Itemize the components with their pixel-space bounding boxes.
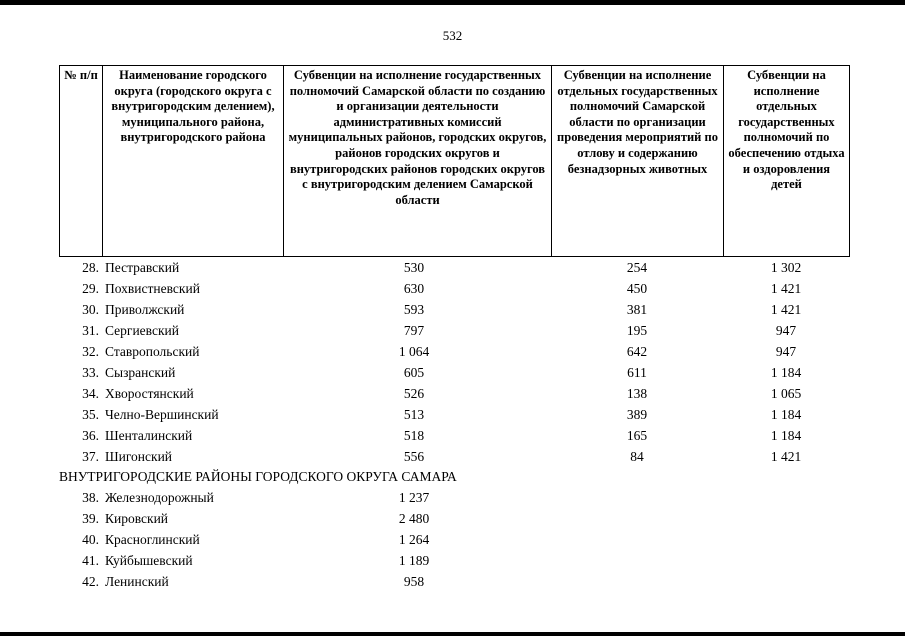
- row-number: 28.: [82, 260, 99, 275]
- table-row: [59, 341, 849, 362]
- row-value-admin: 1 264: [398, 532, 430, 547]
- row-value-admin: 2 480: [398, 511, 430, 526]
- row-value-admin: 605: [403, 365, 425, 380]
- row-value-admin: 958: [403, 574, 425, 589]
- row-value-children: 1 421: [770, 281, 802, 296]
- row-number: 42.: [82, 574, 99, 589]
- section-heading: ВНУТРИГОРОДСКИЕ РАЙОНЫ ГОРОДСКОГО ОКРУГА САМАРА: [59, 469, 457, 484]
- row-value-children: 1 302: [770, 260, 802, 275]
- row-value-children: 947: [775, 323, 797, 338]
- row-value-children: 1 421: [770, 449, 802, 464]
- row-name: Пестравский: [105, 260, 180, 275]
- table-row: [59, 257, 849, 278]
- row-value-admin: 1 189: [398, 553, 430, 568]
- header-stray-animals: Субвенции на исполнение отдельных государственных полномочий Самарской области по организации проведения мероприятий по отлову и содержанию безнадзорных животных: [552, 66, 724, 257]
- table-row: [59, 425, 849, 446]
- table-row: [59, 362, 849, 383]
- page-number: 532: [442, 28, 463, 43]
- row-name: Ставропольский: [105, 344, 200, 359]
- row-name: Кировский: [105, 511, 169, 526]
- row-name: Приволжский: [105, 302, 185, 317]
- row-value-admin: 526: [403, 386, 425, 401]
- row-number: 29.: [82, 281, 99, 296]
- table-row: [59, 446, 849, 467]
- row-name: Железнодорожный: [105, 490, 214, 505]
- table-header: [59, 65, 850, 257]
- row-value-children: 1 421: [770, 302, 802, 317]
- row-number: 31.: [82, 323, 99, 338]
- table-row: [59, 404, 849, 425]
- row-value-animals: 381: [626, 302, 648, 317]
- header-num: № п/п: [60, 66, 103, 257]
- table-row: [59, 320, 849, 341]
- table-row: [59, 550, 849, 571]
- row-name: Куйбышевский: [105, 553, 193, 568]
- row-number: 40.: [82, 532, 99, 547]
- row-value-admin: 1 237: [398, 490, 430, 505]
- table-row: [59, 508, 849, 529]
- row-value-animals: 195: [626, 323, 648, 338]
- row-name: Сергиевский: [105, 323, 179, 338]
- row-value-animals: 84: [630, 449, 644, 464]
- bottom-rule: [0, 632, 905, 636]
- row-value-children: 1 184: [770, 407, 802, 422]
- table-row: [59, 299, 849, 320]
- row-value-animals: 611: [627, 365, 647, 380]
- row-value-animals: 138: [626, 386, 648, 401]
- row-value-admin: 797: [403, 323, 425, 338]
- row-value-admin: 556: [403, 449, 425, 464]
- table-row: [59, 571, 849, 592]
- row-number: 32.: [82, 344, 99, 359]
- row-name: Похвистневский: [105, 281, 200, 296]
- row-value-children: 947: [775, 344, 797, 359]
- row-value-admin: 530: [403, 260, 425, 275]
- row-number: 41.: [82, 553, 99, 568]
- row-name: Челно-Вершинский: [105, 407, 219, 422]
- row-value-animals: 165: [626, 428, 648, 443]
- row-number: 35.: [82, 407, 99, 422]
- row-value-animals: 389: [626, 407, 648, 422]
- table-row: [59, 383, 849, 404]
- table-row: [59, 529, 849, 550]
- row-number: 36.: [82, 428, 99, 443]
- row-value-admin: 630: [403, 281, 425, 296]
- header-name: Наименование городского округа (городского округа с внутригородским делением), муниципального района, внутригородского района: [103, 66, 284, 257]
- table-row: [59, 487, 849, 508]
- row-number: 38.: [82, 490, 99, 505]
- row-name: Красноглинский: [105, 532, 200, 547]
- row-value-children: 1 065: [770, 386, 802, 401]
- table-body: [59, 257, 849, 592]
- row-number: 30.: [82, 302, 99, 317]
- header-children-recreation: Субвенции на исполнение отдельных государственных полномочий по обеспечению отдыха и оздоровления детей: [724, 66, 850, 257]
- header-admin-commissions: Субвенции на исполнение государственных полномочий Самарской области по созданию и организации деятельности административных комиссий муниципальных районов, городских округов, районов городских округов и внутригородских районов городских округов с внутригородским делением Самарской области: [284, 66, 552, 257]
- row-number: 37.: [82, 449, 99, 464]
- row-name: Ленинский: [105, 574, 169, 589]
- row-name: Шигонский: [105, 449, 173, 464]
- row-value-children: 1 184: [770, 365, 802, 380]
- row-number: 33.: [82, 365, 99, 380]
- row-name: Шенталинский: [105, 428, 193, 443]
- row-name: Сызранский: [105, 365, 176, 380]
- row-number: 39.: [82, 511, 99, 526]
- row-value-animals: 450: [626, 281, 648, 296]
- row-value-animals: 254: [626, 260, 648, 275]
- row-number: 34.: [82, 386, 99, 401]
- row-value-admin: 1 064: [398, 344, 430, 359]
- row-value-admin: 593: [403, 302, 425, 317]
- top-rule: [0, 0, 905, 5]
- row-value-admin: 518: [403, 428, 425, 443]
- row-name: Хворостянский: [105, 386, 194, 401]
- row-value-admin: 513: [403, 407, 425, 422]
- row-value-children: 1 184: [770, 428, 802, 443]
- row-value-animals: 642: [626, 344, 648, 359]
- table-row: [59, 278, 849, 299]
